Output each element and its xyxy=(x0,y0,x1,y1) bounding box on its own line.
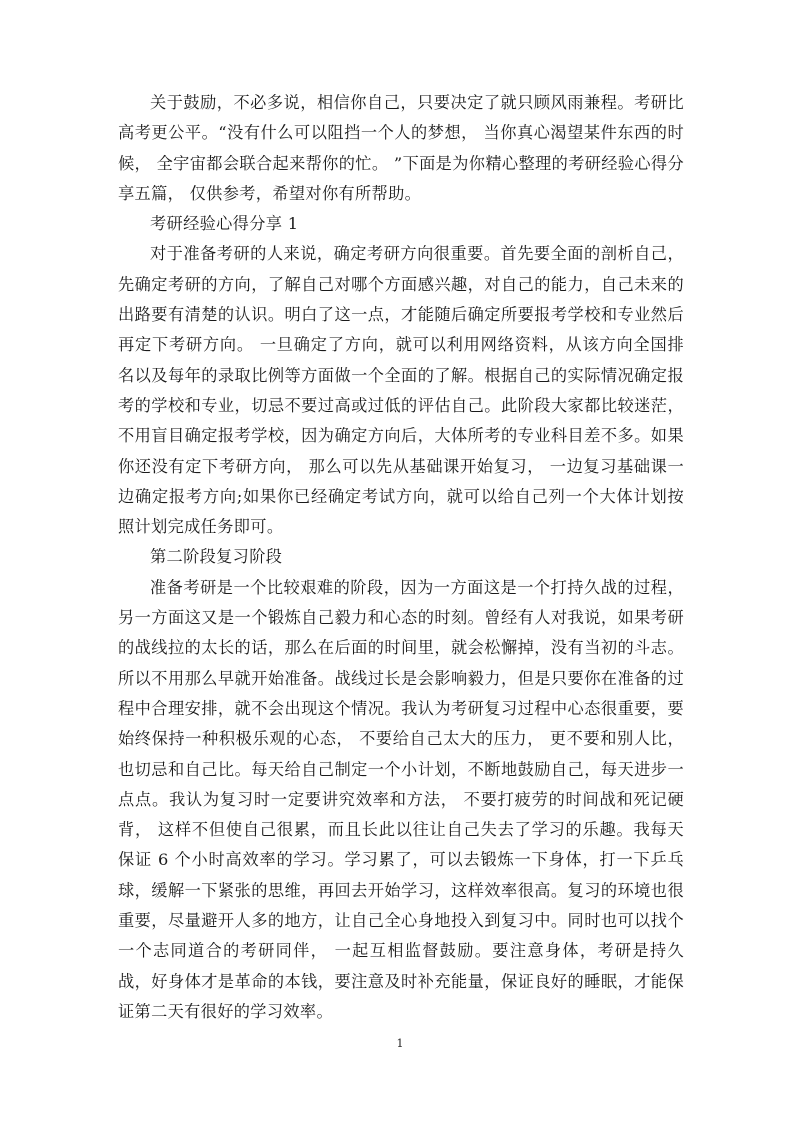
page-number: 1 xyxy=(396,1037,404,1050)
intro-paragraph: 关于鼓励，不必多说，相信你自己，只要决定了就只顾风雨兼程。考研比高考更公平。“没有什么可以阻挡一个人的梦想， 当你真心渴望某件东西的时候， 全宇宙都会联合起来帮你的忙。 ”下面是为你精心整理的考研经验心得分享五篇， 仅供参考，希望对你有所帮助。 xyxy=(118,93,684,203)
document-body xyxy=(118,88,684,1027)
section-heading-1: 考研经验心得分享 1 xyxy=(150,214,299,234)
body-paragraph-1: 对于准备考研的人来说，确定考研方向很重要。首先要全面的剖析自己，先确定考研的方向，了解自己对哪个方面感兴趣，对自己的能力，自己未来的出路要有清楚的认识。明白了这一点，才能随后确定所要报考学校和专业然后再定下考研方向。 一旦确定了方向，就可以利用网络资料，从该方向全国排名以及每年的录取比例等方面做一个全面的了解。根据自己的实际情况确定报考的学校和专业，切忌不要过高或过低的评估自己。此阶段大家都比较迷茫，不用盲目确定报考学校，因为确定方向后，大体所考的专业科目差不多。如果你还没有定下考研方向， 那么可以先从基础课开始复习， 一边复习基础课一边确定报考方向;如果你已经确定考试方向，就可以给自己列一个大体计划按照计划完成任务即可。 xyxy=(118,244,684,537)
section-heading-2: 第二阶段复习阶段 xyxy=(150,547,283,567)
body-paragraph-2: 准备考研是一个比较艰难的阶段，因为一方面这是一个打持久战的过程，另一方面这又是一个锻炼自己毅力和心态的时刻。曾经有人对我说，如果考研的战线拉的太长的话，那么在后面的时间里，就会松懈掉，没有当初的斗志。所以不用那么早就开始准备。战线过长是会影响毅力，但是只要你在准备的过程中合理安排，就不会出现这个情况。我认为考研复习过程中心态很重要，要始终保持一种积极乐观的心态， 不要给自己太大的压力， 更不要和别人比， 也切忌和自己比。每天给自己制定一个小计划，不断地鼓励自己，每天进步一点点。我认为复习时一定要讲究效率和方法， 不要打疲劳的时间战和死记硬背， 这样不但使自己很累，而且长此以往让自己失去了学习的乐趣。我每天保证 6 个小时高效率的学习。学习累了，可以去锻炼一下身体，打一下乒乓球，缓解一下紧张的思维，再回去开始学习，这样效率很高。复习的环境也很重要，尽量避开人多的地方，让自己全心身地投入到复习中。同时也可以找个一个志同道合的考研同伴， 一起互相监督鼓励。要注意身体，考研是持久战，好身体才是革命的本钱，要注意及时补充能量，保证良好的睡眠，才能保证第二天有很好的学习效率。 xyxy=(118,577,684,1021)
